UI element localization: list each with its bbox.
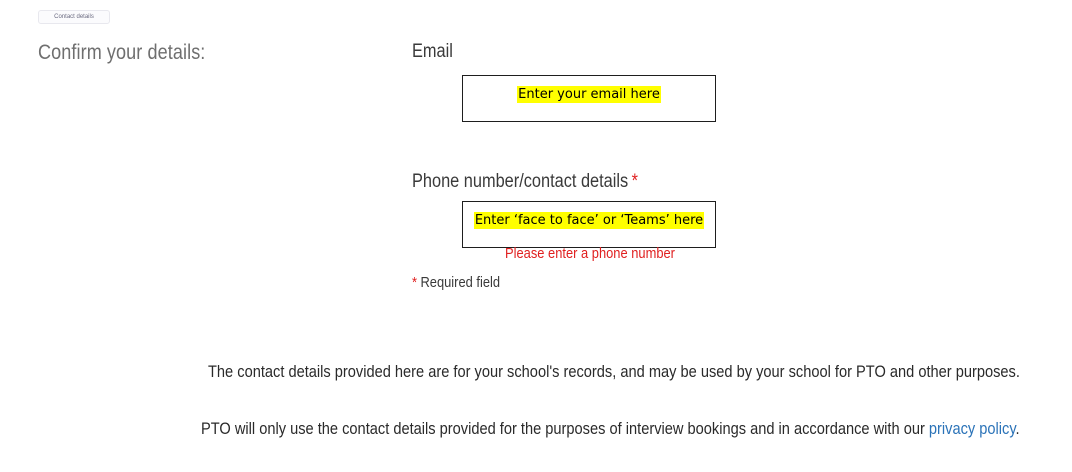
phone-error-message: Please enter a phone number bbox=[505, 245, 675, 262]
section-label: Confirm your details: bbox=[38, 41, 206, 64]
required-note-asterisk: * bbox=[412, 274, 418, 291]
required-asterisk: * bbox=[631, 171, 639, 192]
required-field-note bbox=[412, 274, 500, 291]
email-field-value: Enter your email here bbox=[518, 87, 660, 102]
phone-field[interactable] bbox=[462, 201, 716, 248]
privacy-notice-end: . bbox=[1015, 419, 1020, 438]
phone-label bbox=[412, 171, 638, 193]
email-label: Email bbox=[412, 41, 453, 62]
privacy-notice bbox=[201, 419, 1020, 439]
contact-details-tab[interactable]: Contact details bbox=[38, 10, 110, 24]
required-note-text: Required field bbox=[420, 274, 501, 291]
privacy-notice-text: PTO will only use the contact details provided for the purposes of interview bookings and in accordance with our bbox=[201, 419, 929, 438]
phone-field-value: Enter ‘face to face’ or ‘Teams’ here bbox=[474, 213, 704, 228]
email-field[interactable] bbox=[462, 75, 716, 122]
phone-label-text: Phone number/contact details bbox=[412, 171, 629, 192]
records-notice: The contact details provided here are for your school's records, and may be used by your school for PTO and other purposes. bbox=[208, 362, 1020, 381]
privacy-policy-link[interactable]: privacy policy bbox=[928, 419, 1016, 438]
